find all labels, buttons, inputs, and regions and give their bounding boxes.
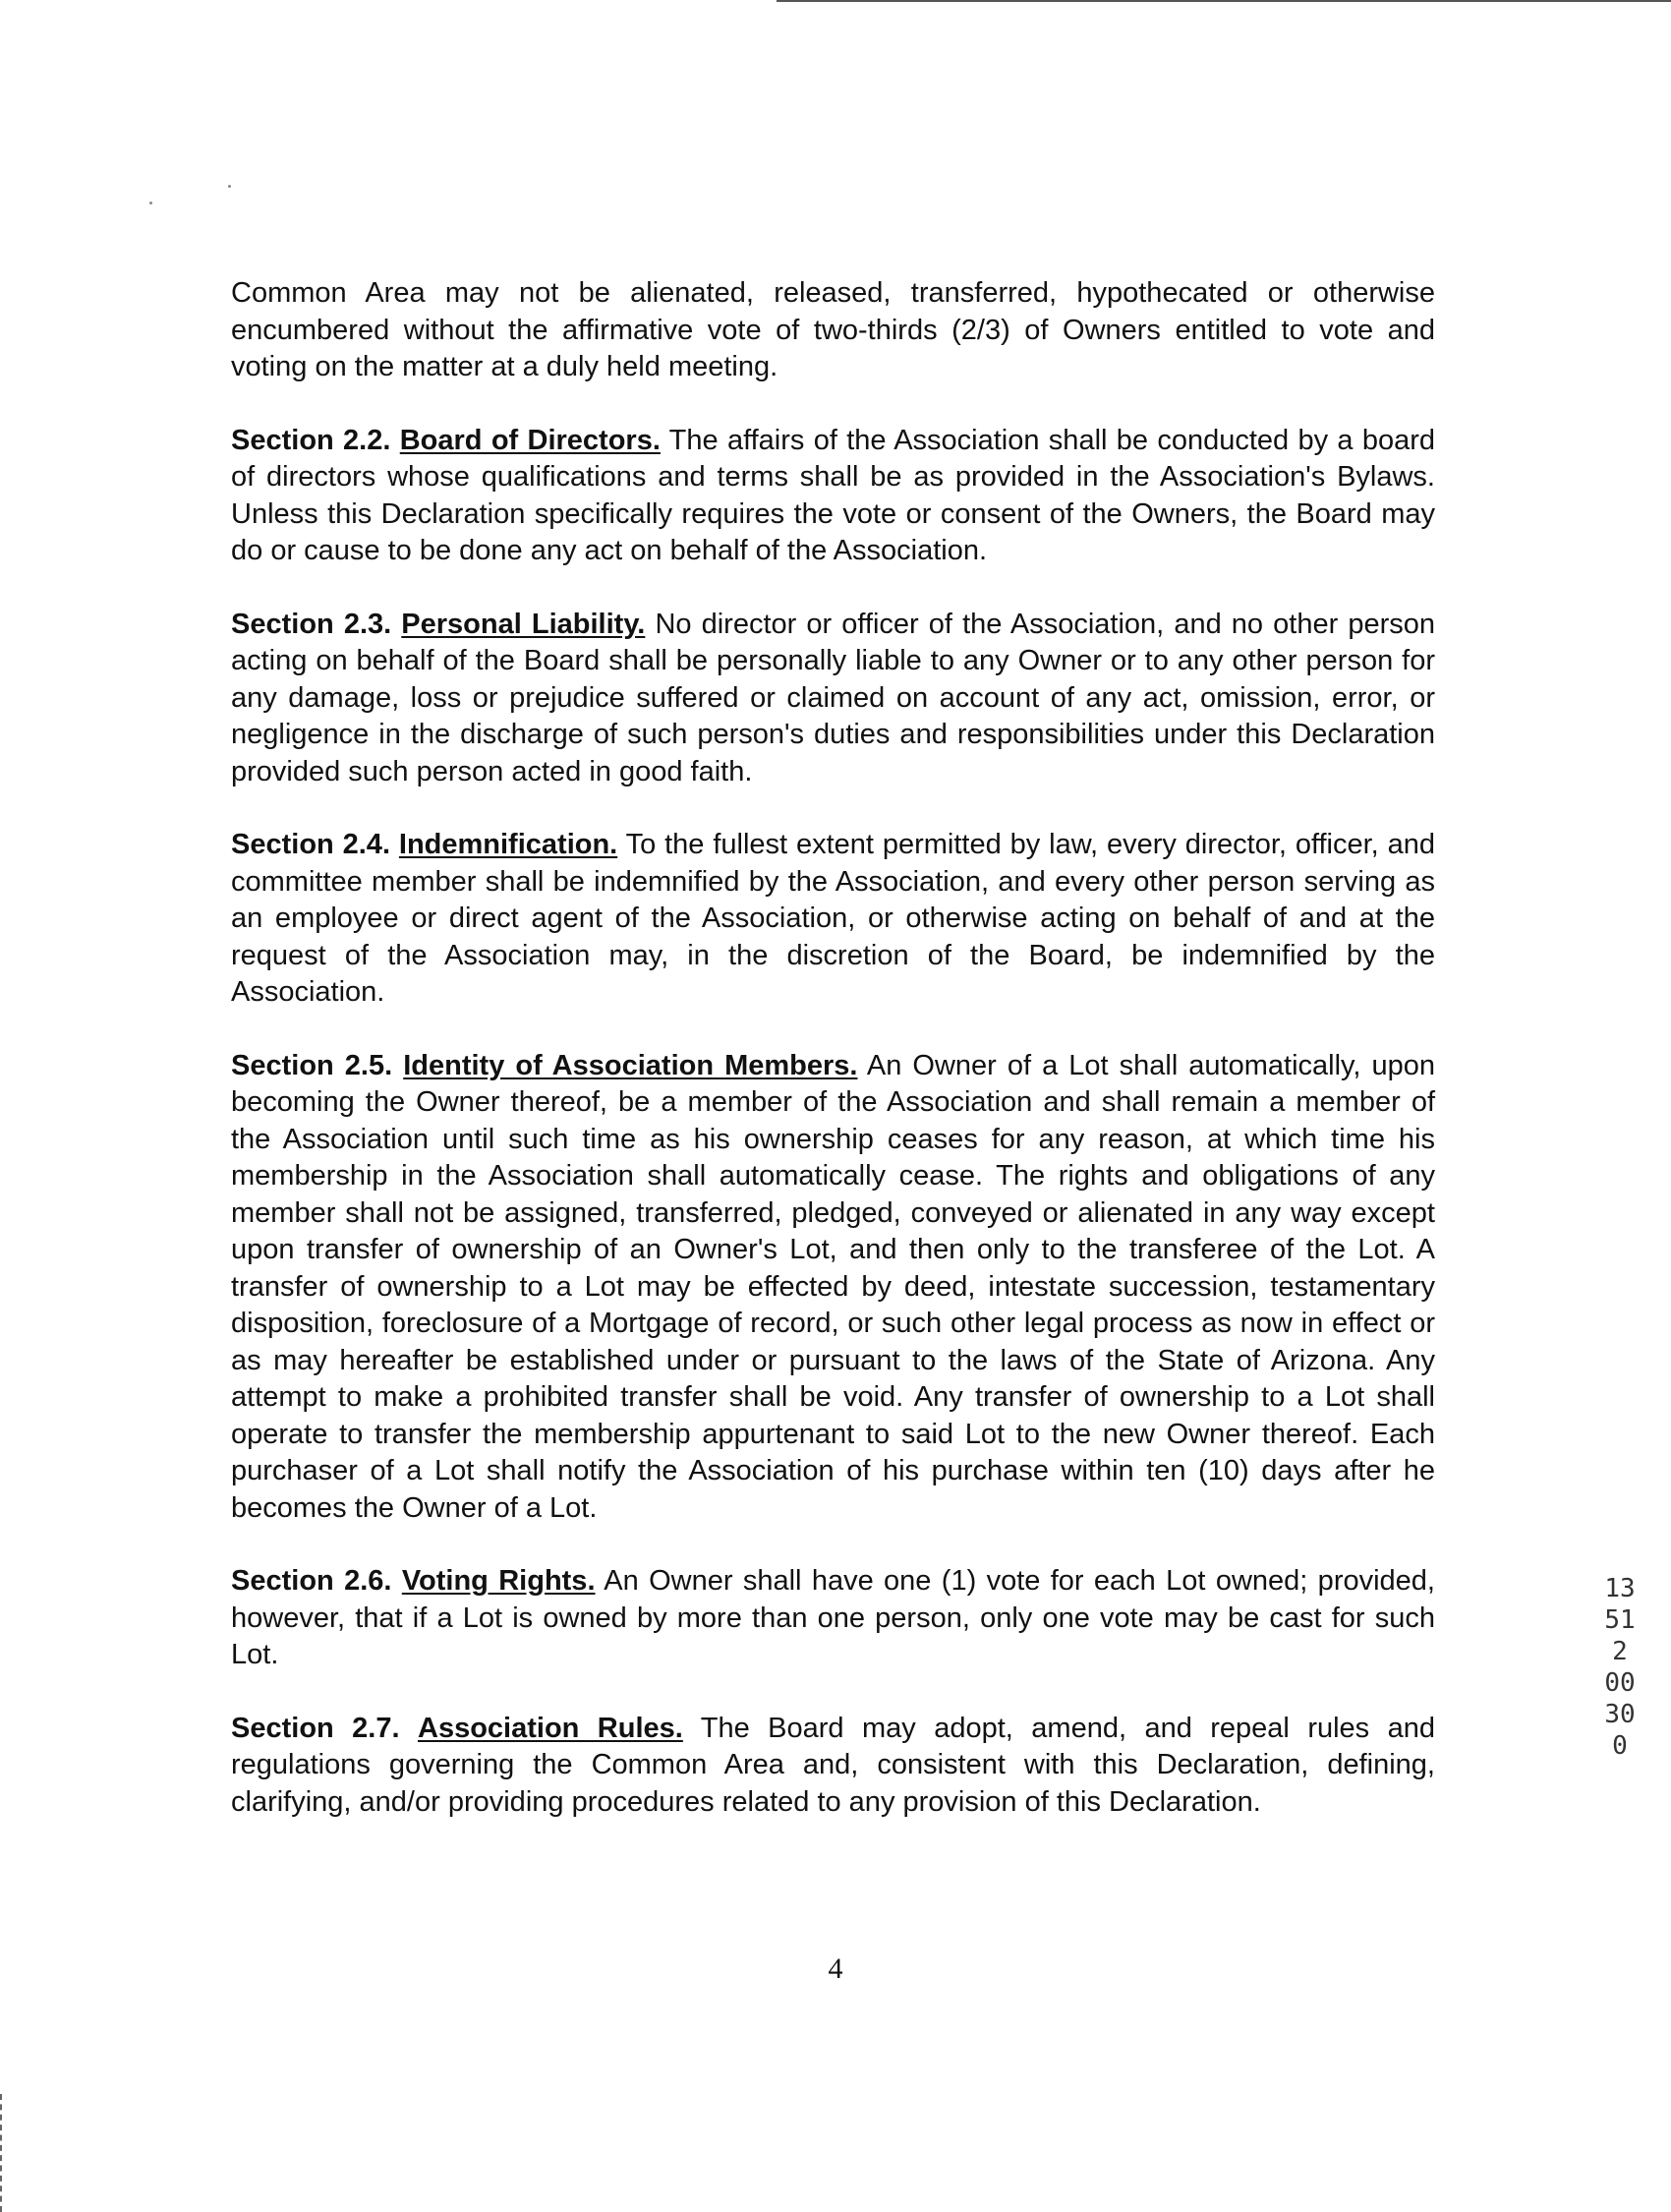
section-number: Section 2.3. bbox=[231, 608, 392, 640]
paragraph-common-area bbox=[231, 275, 1435, 386]
section-title: Identity of Association Members. bbox=[403, 1049, 858, 1081]
section-text: An Owner of a Lot shall automatically, upon becoming the Owner thereof, be a member of the Association and shall remain a member of the Association until such time as his ownership ceases for any reason, at which time his membership in the Association shall automatically cease. The rights and obligations of any member shall not be assigned, transferred, pledged, conveyed or alienated in any way except upon transfer of ownership of an Owner's Lot, and then only to the transferee of the Lot. A transfer of ownership to a Lot may be effected by deed, intestate succession, testamentary disposition, foreclosure of a Mortgage of record, or such other legal process as now in effect or as may hereafter be established under or pursuant to the laws of the State of Arizona. Any attempt to make a prohibited transfer shall be void. Any transfer of ownership to a Lot shall operate to transfer the membership appurtenant to said Lot to the new Owner thereof. Each purchaser of a Lot shall notify the Association of his purchase within ten (10) days after he becomes the Owner of a Lot. bbox=[231, 1049, 1435, 1524]
section-text: To the fullest extent permitted by law, every director, officer, and committee member shall be indemnified by the Association, and every other person serving as an employee or direct agent of the Association, or otherwise acting on behalf of and at the request of the Association may, in the discretion of the Board, be indemnified by the Association. bbox=[231, 829, 1435, 1008]
document-body bbox=[231, 275, 1435, 1857]
section-number: Section 2.6. bbox=[231, 1565, 392, 1597]
section-title: Voting Rights. bbox=[401, 1565, 596, 1597]
section-number: Section 2.2. bbox=[231, 424, 391, 456]
section-text: An Owner shall have one (1) vote for each Lot owned; provided, however, that if a Lot is owned by more than one person, only one vote may be cast for such Lot. bbox=[231, 1565, 1435, 1670]
section-number: Section 2.4. bbox=[231, 829, 390, 860]
paragraph-text: Common Area may not be alienated, released, transferred, hypothecated or otherwise encumbered without the affirmative vote of two-thirds (2/3) of Owners entitled to vote and voting on the matter at a duly held meeting. bbox=[231, 277, 1435, 382]
section-title: Board of Directors. bbox=[399, 424, 661, 456]
section-2-5 bbox=[231, 1048, 1435, 1528]
section-2-4 bbox=[231, 827, 1435, 1012]
section-title: Association Rules. bbox=[418, 1712, 683, 1744]
recording-number-stamp: 13512 00300 bbox=[1604, 1574, 1636, 1761]
section-2-2 bbox=[231, 423, 1435, 570]
section-2-7 bbox=[231, 1711, 1435, 1822]
scan-left-edge-marks bbox=[0, 2094, 5, 2212]
section-title: Personal Liability. bbox=[401, 608, 646, 640]
section-text: The affairs of the Association shall be conducted by a board of directors whose qualifications and terms shall be as provided in the Association's Bylaws. Unless this Declaration specifically requires the vote or consent of the Owners, the Board may do or cause to be done any act on behalf of the Association. bbox=[231, 424, 1435, 566]
section-text: The Board may adopt, amend, and repeal rules and regulations governing the Common Area and, consistent with this Declaration, defining, clarifying, and/or providing procedures related to any provision of this Declaration. bbox=[231, 1712, 1435, 1818]
section-2-3 bbox=[231, 607, 1435, 791]
section-number: Section 2.7. bbox=[231, 1712, 400, 1744]
page-number: 4 bbox=[828, 1952, 843, 1985]
scan-speck bbox=[228, 185, 231, 188]
scan-speck bbox=[149, 202, 152, 204]
scan-top-edge-line bbox=[777, 0, 1671, 2]
section-text: No director or officer of the Association, and no other person acting on behalf of the Board shall be personally liable to any Owner or to any other person for any damage, loss or prejudice suffered or claimed on account of any act, omission, error, or negligence in the discharge of such person's duties and responsibilities under this Declaration provided such person acted in good faith. bbox=[231, 608, 1435, 787]
section-title: Indemnification. bbox=[398, 829, 618, 860]
section-number: Section 2.5. bbox=[231, 1049, 393, 1081]
section-2-6 bbox=[231, 1563, 1435, 1674]
